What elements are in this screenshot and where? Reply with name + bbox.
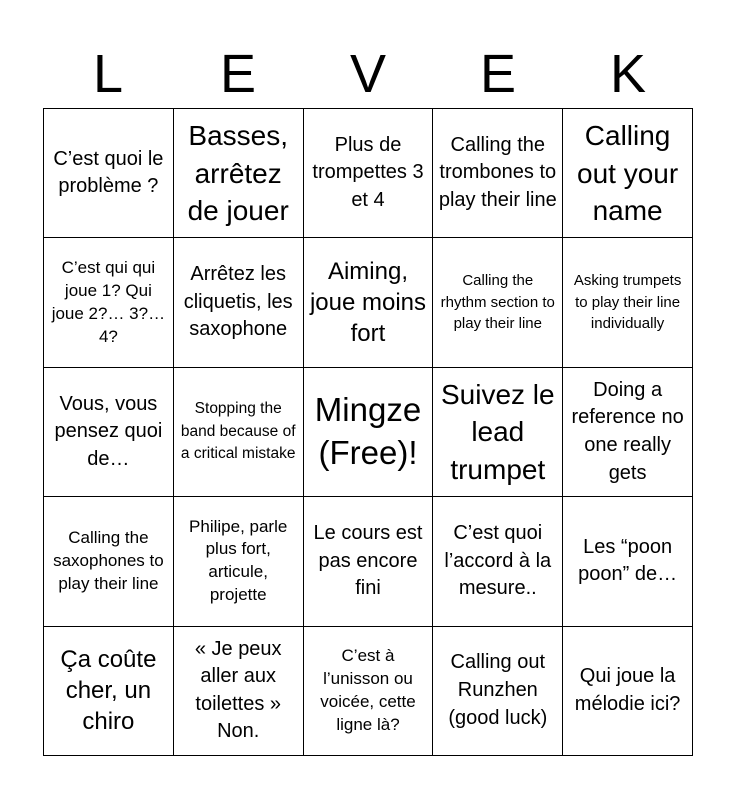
cell-text: Arrêtez les cliquetis, les saxophone xyxy=(183,263,293,341)
bingo-cell[interactable] xyxy=(174,497,304,626)
bingo-cell[interactable] xyxy=(433,238,563,367)
bingo-cell[interactable] xyxy=(433,627,563,756)
bingo-card xyxy=(43,108,693,756)
cell-text: Vous, vous pensez quoi de… xyxy=(54,392,163,470)
cell-text: Basses, arrêtez de jouer xyxy=(187,120,289,226)
cell-text: C’est quoi l’accord à la mesure.. xyxy=(444,522,552,600)
cell-text: C’est qui qui joue 1? Qui joue 2?… 3?… 4? xyxy=(51,257,166,346)
bingo-cell[interactable] xyxy=(433,368,563,497)
bingo-header xyxy=(43,40,693,108)
cell-text: Calling the rhythm section to play their line xyxy=(440,271,555,333)
header-letter-v: V xyxy=(349,44,387,104)
bingo-cell[interactable] xyxy=(44,109,174,238)
header-letter-e: E xyxy=(219,44,257,104)
cell-text: Mingze (Free)! xyxy=(314,391,422,471)
bingo-cell[interactable] xyxy=(563,238,693,367)
bingo-cell[interactable] xyxy=(44,497,174,626)
cell-text: C’est à l’unisson ou voicée, cette ligne là? xyxy=(320,645,416,734)
cell-text: Qui joue la mélodie ici? xyxy=(574,665,681,715)
cell-text: « Je peux aller aux toilettes » Non. xyxy=(194,637,282,743)
cell-text: Asking trumpets to play their line individually xyxy=(573,271,682,333)
cell-text: Calling the saxophones to play their line xyxy=(53,527,164,593)
cell-text: Aiming, joue moins fort xyxy=(309,257,427,348)
bingo-cell[interactable] xyxy=(433,497,563,626)
cell-text: Le cours est pas encore fini xyxy=(313,522,423,600)
bingo-cell[interactable] xyxy=(304,497,434,626)
cell-text: Plus de trompettes 3 et 4 xyxy=(312,133,424,211)
bingo-cell[interactable] xyxy=(44,238,174,367)
cell-text: Calling out Runzhen (good luck) xyxy=(448,651,548,729)
bingo-cell[interactable] xyxy=(304,238,434,367)
bingo-cell[interactable] xyxy=(44,627,174,756)
cell-text: Calling out your name xyxy=(577,120,679,226)
cell-text: Doing a reference no one really gets xyxy=(571,378,684,484)
bingo-cell[interactable] xyxy=(563,109,693,238)
bingo-cell[interactable] xyxy=(174,109,304,238)
bingo-cell[interactable] xyxy=(304,109,434,238)
bingo-cell[interactable] xyxy=(174,238,304,367)
bingo-cell[interactable] xyxy=(563,627,693,756)
bingo-cell[interactable] xyxy=(563,368,693,497)
bingo-cell[interactable] xyxy=(563,497,693,626)
bingo-cell[interactable] xyxy=(304,627,434,756)
header-letter-l: L xyxy=(92,44,124,104)
cell-text: Ça coûte cher, un chiro xyxy=(60,646,157,736)
bingo-cell[interactable] xyxy=(433,109,563,238)
header-letter-k: K xyxy=(609,44,647,104)
bingo-cell[interactable] xyxy=(174,368,304,497)
cell-text: Calling the trombones to play their line xyxy=(438,133,557,211)
bingo-cell[interactable] xyxy=(44,368,174,497)
cell-text: Les “poon poon” de… xyxy=(578,535,678,586)
bingo-cell[interactable] xyxy=(174,627,304,756)
header-letter-e-2: E xyxy=(479,44,517,104)
bingo-cell-free[interactable] xyxy=(304,368,434,497)
cell-text: Suivez le lead trumpet xyxy=(440,379,555,485)
cell-text: C’est quoi le problème ? xyxy=(53,147,164,198)
cell-text: Philipe, parle plus fort, articule, projette xyxy=(189,516,288,605)
cell-text: Stopping the band because of a critical mistake xyxy=(180,400,296,463)
